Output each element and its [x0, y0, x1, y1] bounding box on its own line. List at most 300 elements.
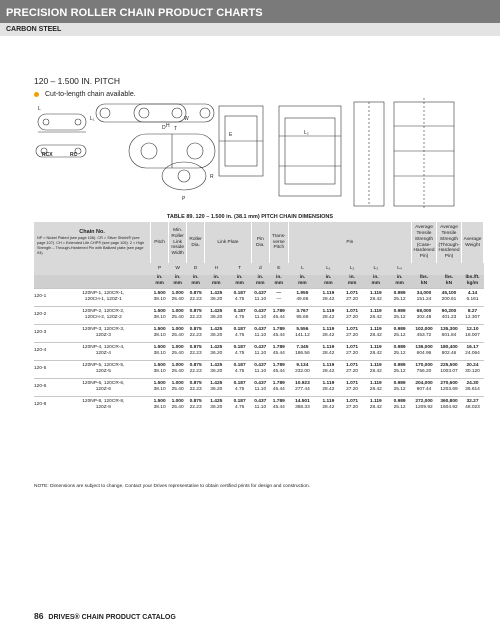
value-in: 1.500	[153, 291, 166, 297]
value-in: 1.119	[322, 363, 335, 369]
unit-cell: in. mm	[187, 275, 205, 288]
value-in: 1.071	[346, 309, 359, 315]
table-row	[34, 396, 484, 414]
value-mm: 36.20	[210, 387, 223, 392]
value-in: 0.437	[254, 327, 267, 333]
value-in: 0.437	[254, 363, 267, 369]
value-mm: 11.10	[254, 369, 267, 374]
value-in: 204,000	[415, 381, 433, 387]
value-cell	[169, 306, 187, 324]
value-mm: 22.23	[189, 315, 202, 320]
value-cell	[228, 288, 251, 306]
value-cell	[462, 324, 484, 342]
chain-elevation-drawing	[129, 134, 215, 168]
pitch-title: 120 – 1.500 IN. PITCH	[34, 76, 120, 86]
value-mm: 38.10	[153, 297, 166, 302]
value-mm: 28.42	[369, 369, 382, 374]
value-in: 1.000	[171, 291, 184, 297]
value-mm: 25.40	[171, 405, 184, 411]
value-cell	[169, 288, 187, 306]
table-row	[34, 360, 484, 378]
value-in: 0.875	[189, 345, 202, 351]
value-mm: 25.40	[171, 333, 184, 338]
value-cell	[364, 396, 388, 414]
value-in: 0.187	[233, 291, 246, 297]
value-in: 1.119	[322, 345, 335, 351]
value-mm: 25.12	[393, 387, 406, 392]
value-cell	[437, 342, 462, 360]
bullet-text: Cut-to-length chain available.	[45, 91, 136, 98]
value-mm: 186.56	[295, 351, 310, 356]
value-cell	[205, 342, 228, 360]
value-in: 135,300	[440, 327, 458, 333]
value-cell	[317, 324, 341, 342]
value-cell	[187, 324, 205, 342]
unit-cell: in. mm	[288, 275, 316, 288]
value-in: 0.437	[254, 291, 267, 297]
value-in: 1.789	[272, 345, 285, 351]
value-mm: 22.23	[189, 351, 202, 356]
value-in: 1.000	[171, 345, 184, 351]
value-cell	[364, 342, 388, 360]
roller-side-drawing	[162, 162, 206, 190]
footer-text: DRIVES® CHAIN PRODUCT CATALOG	[48, 614, 176, 621]
value-cell	[187, 288, 205, 306]
value-mm: 36.614	[465, 387, 480, 392]
value-in: 0.875	[189, 327, 202, 333]
value-in: 1.071	[346, 327, 359, 333]
strand-cell: 120-5	[34, 360, 56, 378]
unit-cell: in. mm	[251, 275, 269, 288]
value-in: 1.789	[272, 381, 285, 387]
value-mm: 28.42	[322, 369, 335, 374]
value-cell	[437, 324, 462, 342]
value-mm: 36.20	[210, 297, 223, 302]
strand-cell: 120-4	[34, 342, 56, 360]
value-mm: 28.42	[369, 297, 382, 302]
value-in: 1.500	[153, 381, 166, 387]
value-mm: 28.42	[322, 297, 335, 302]
value-cell	[169, 360, 187, 378]
value-mm: 756.20	[416, 369, 432, 374]
value-cell	[228, 396, 251, 414]
multistrand-plan-drawings	[219, 98, 454, 210]
value-in: 0.875	[189, 309, 202, 315]
chain-cell: 120NP-3, 120CR-3, 120Z-3	[56, 324, 151, 342]
value-in: 0.187	[233, 345, 246, 351]
value-in: 1.119	[369, 327, 382, 333]
value-in: 90,200	[441, 309, 457, 315]
value-mm: 4.75	[234, 369, 245, 374]
value-mm: 36.20	[210, 333, 223, 338]
strand-cell: 120-3	[34, 324, 56, 342]
value-mm: 25.12	[393, 297, 406, 302]
value-in: 1.119	[369, 345, 382, 351]
value-mm: 25.12	[393, 369, 406, 374]
label-p: P	[182, 196, 186, 202]
value-cell	[412, 288, 437, 306]
sym-h: H	[205, 263, 228, 275]
value-in: 1.071	[346, 381, 359, 387]
value-in: 10.923	[295, 381, 310, 387]
chain-cell: 120NP-4, 120CR-4, 120Z-4	[56, 342, 151, 360]
label-h: H	[166, 123, 170, 129]
sym-l3: L₃	[364, 263, 388, 275]
value-cell	[462, 378, 484, 396]
value-mm: 22.23	[189, 405, 202, 411]
value-cell	[151, 378, 169, 396]
unit-cell: in. mm	[269, 275, 288, 288]
col-pin-dia: Pin Dia.	[251, 222, 269, 263]
value-in: 1.000	[171, 363, 184, 369]
value-in: 1.955	[296, 291, 309, 297]
value-in: —	[276, 291, 282, 297]
value-mm: 601.84	[441, 333, 457, 338]
value-in: 1.119	[322, 327, 335, 333]
value-in: 1.000	[171, 309, 184, 315]
col-pin: Pin	[288, 222, 411, 263]
value-mm: 25.40	[171, 387, 184, 392]
label-l: L	[38, 106, 41, 112]
value-mm: 28.42	[369, 315, 382, 320]
value-mm: 141.12	[295, 333, 310, 338]
value-mm: 45.44	[272, 369, 285, 374]
unit-cell: in. mm	[364, 275, 388, 288]
value-in: 0.875	[189, 363, 202, 369]
value-mm: 604.96	[416, 351, 432, 356]
value-cell	[317, 342, 341, 360]
value-in: 1.425	[210, 291, 223, 297]
value-in: 0.437	[254, 309, 267, 315]
chain-cell: 120NP-5, 120CR-5, 120Z-5	[56, 360, 151, 378]
value-cell	[251, 360, 269, 378]
value-in: 1.425	[210, 327, 223, 333]
label-e: E	[229, 132, 233, 138]
value-mm: 27.20	[346, 297, 359, 302]
value-cell	[269, 306, 288, 324]
value-mm: 36.20	[210, 351, 223, 356]
value-cell	[228, 378, 251, 396]
sym-l: L	[288, 263, 316, 275]
value-cell	[187, 396, 205, 414]
value-cell	[151, 342, 169, 360]
value-mm: 38.10	[153, 369, 166, 374]
value-mm: 45.44	[272, 333, 285, 338]
label-d: D	[162, 125, 166, 131]
value-in: 0.875	[189, 291, 202, 297]
value-cell	[151, 360, 169, 378]
value-cell	[205, 378, 228, 396]
value-in: 1.119	[322, 291, 335, 297]
value-in: 1.000	[171, 399, 184, 405]
value-mm: 49.66	[296, 297, 309, 302]
value-mm: 27.20	[346, 315, 359, 320]
value-mm: 4.75	[234, 351, 245, 356]
value-cell	[205, 306, 228, 324]
value-in: 0.187	[233, 327, 246, 333]
value-in: 0.437	[254, 345, 267, 351]
value-in: 1.425	[210, 309, 223, 315]
value-cell	[364, 306, 388, 324]
value-mm: 45.44	[272, 387, 285, 392]
value-cell	[388, 288, 412, 306]
value-mm: 4.75	[234, 315, 245, 320]
value-in: 0.989	[393, 327, 406, 333]
value-cell	[187, 360, 205, 378]
value-mm: 27.20	[346, 333, 359, 338]
value-cell	[388, 396, 412, 414]
label-w: W	[184, 116, 189, 122]
value-mm: 11.10	[254, 405, 267, 411]
connecting-link-drawing	[38, 114, 86, 132]
label-t: T	[174, 126, 178, 132]
value-mm: 25.12	[393, 405, 406, 411]
value-cell	[151, 306, 169, 324]
value-in: 0.437	[254, 399, 267, 405]
value-cell	[364, 378, 388, 396]
value-cell	[228, 342, 251, 360]
value-cell	[228, 360, 251, 378]
value-cell	[437, 306, 462, 324]
value-mm: 25.40	[171, 369, 184, 374]
chain-cell: 120NP-8, 120CR-8, 120Z-8	[56, 396, 151, 414]
value-in: 1.500	[153, 399, 166, 405]
value-in: 1.119	[322, 381, 335, 387]
page-footer	[34, 611, 176, 621]
value-mm: 4.75	[234, 297, 245, 302]
value-mm: 28.42	[322, 315, 335, 320]
sym-e: E	[269, 263, 288, 275]
value-in: 4.14	[467, 291, 478, 297]
value-in: 1.500	[153, 327, 166, 333]
value-cell	[151, 324, 169, 342]
strand-cell: 120-8	[34, 396, 56, 414]
value-mm: 28.42	[322, 405, 335, 411]
value-in: 12.10	[466, 327, 479, 333]
value-cell	[187, 378, 205, 396]
value-mm: 151.24	[416, 297, 432, 302]
value-mm: 4.75	[234, 333, 245, 338]
value-mm: 11.10	[254, 315, 267, 320]
value-in: 24.30	[466, 381, 479, 387]
value-mm: 25.12	[393, 351, 406, 356]
value-mm: 24.064	[465, 351, 480, 356]
value-cell	[251, 378, 269, 396]
strand-cell: 120-2	[34, 306, 56, 324]
value-cell	[251, 306, 269, 324]
value-mm: 30.120	[465, 369, 480, 374]
table-row	[34, 288, 484, 306]
value-mm: 48.023	[465, 405, 480, 411]
value-cell	[412, 342, 437, 360]
value-mm: 38.10	[153, 333, 166, 338]
unit-cell: in. mm	[151, 275, 169, 288]
value-in: 1.119	[369, 381, 382, 387]
value-in: 1.789	[272, 309, 285, 315]
value-mm: 28.42	[322, 387, 335, 392]
value-mm: 232.00	[295, 369, 310, 374]
label-rcx: RCX	[42, 152, 53, 158]
col-pitch: Pitch	[151, 222, 169, 263]
value-in: 1.119	[369, 309, 382, 315]
value-cell	[388, 360, 412, 378]
value-in: 20.24	[466, 363, 479, 369]
strand-cell: 120-1	[34, 288, 56, 306]
value-mm: 25.12	[393, 333, 406, 338]
value-cell	[251, 324, 269, 342]
value-in: 0.187	[233, 363, 246, 369]
col-tensile-through: Average Tensile Strength (Through-Hardened Pin)	[437, 222, 462, 263]
unit-cell: in. mm	[169, 275, 187, 288]
unit-cell: lbs./ft. kg/m	[462, 275, 484, 288]
value-mm: 12.307	[465, 315, 480, 320]
value-cell	[269, 342, 288, 360]
value-cell	[288, 378, 316, 396]
value-in: 5.556	[296, 327, 309, 333]
value-cell	[169, 324, 187, 342]
value-mm: 25.40	[171, 351, 184, 356]
value-cell	[251, 288, 269, 306]
value-mm: 28.42	[322, 333, 335, 338]
value-cell	[288, 288, 316, 306]
value-cell	[251, 396, 269, 414]
value-in: 270,600	[440, 381, 458, 387]
value-cell	[251, 342, 269, 360]
value-in: 1.071	[346, 399, 359, 405]
value-mm: 27.20	[346, 351, 359, 356]
value-in: 0.437	[254, 381, 267, 387]
value-cell	[205, 360, 228, 378]
value-in: 1.425	[210, 399, 223, 405]
value-cell	[187, 342, 205, 360]
table-row	[34, 324, 484, 342]
value-mm: 45.44	[272, 405, 285, 411]
value-mm: 25.40	[171, 315, 184, 320]
value-mm: 25.12	[393, 315, 406, 320]
label-rc: RC	[70, 152, 78, 158]
value-mm: 22.23	[189, 333, 202, 338]
value-in: 0.989	[393, 399, 406, 405]
col-tensile-case: Average Tensile Strength (Case-Hardened Pin)	[412, 222, 437, 263]
value-cell	[388, 378, 412, 396]
value-cell	[437, 378, 462, 396]
value-cell	[205, 324, 228, 342]
value-cell	[462, 342, 484, 360]
value-cell	[169, 396, 187, 414]
value-mm: 28.42	[369, 405, 382, 411]
value-mm: 22.23	[189, 369, 202, 374]
value-mm: 22.23	[189, 297, 202, 302]
value-in: 1.789	[272, 327, 285, 333]
value-cell	[340, 396, 364, 414]
page-header: PRECISION ROLLER CHAIN PRODUCT CHARTS	[0, 0, 500, 23]
value-mm: 11.10	[254, 297, 267, 302]
value-mm: 1003.07	[440, 369, 458, 374]
value-in: 1.500	[153, 345, 166, 351]
value-in: 0.187	[233, 381, 246, 387]
unit-cell: in. mm	[228, 275, 251, 288]
value-in: 0.989	[393, 345, 406, 351]
value-cell	[340, 324, 364, 342]
value-cell	[437, 360, 462, 378]
value-mm: 1203.69	[440, 387, 458, 392]
value-in: 45,100	[441, 291, 457, 297]
value-cell	[437, 396, 462, 414]
value-cell	[317, 360, 341, 378]
value-in: 1.119	[322, 309, 335, 315]
value-in: 8.27	[467, 309, 478, 315]
value-mm: 802.46	[441, 351, 457, 356]
value-cell	[462, 306, 484, 324]
value-cell	[462, 396, 484, 414]
value-cell	[269, 324, 288, 342]
value-cell	[151, 288, 169, 306]
sym-l2: L₂	[340, 263, 364, 275]
value-cell	[317, 288, 341, 306]
value-mm: 401.23	[441, 315, 457, 320]
unit-cell: in. mm	[205, 275, 228, 288]
value-in: 1.500	[153, 309, 166, 315]
strand-cell: 120-6	[34, 378, 56, 396]
value-in: 16.17	[466, 345, 479, 351]
value-cell	[388, 342, 412, 360]
unit-cell: in. mm	[317, 275, 341, 288]
value-mm: —	[276, 297, 282, 302]
col-avg-weight: Average Weight	[462, 222, 484, 263]
unit-cell: in. mm	[340, 275, 364, 288]
value-mm: 907.44	[416, 387, 432, 392]
value-cell	[151, 396, 169, 414]
value-in: 170,000	[415, 363, 433, 369]
value-mm: 200.61	[441, 297, 457, 302]
value-in: 14.501	[295, 399, 310, 405]
value-in: 32.27	[466, 399, 479, 405]
value-in: 1.071	[346, 363, 359, 369]
value-in: 360,800	[440, 399, 458, 405]
value-cell	[228, 324, 251, 342]
value-mm: 45.44	[272, 315, 285, 320]
value-mm: 36.20	[210, 405, 223, 411]
col-min-roller: Min. Roller Link Inside Width	[169, 222, 187, 263]
value-mm: 45.44	[272, 351, 285, 356]
value-mm: 1604.92	[440, 405, 458, 411]
value-mm: 27.20	[346, 405, 359, 411]
sym-t: T	[228, 263, 251, 275]
value-mm: 302.48	[416, 315, 432, 320]
value-in: 1.425	[210, 345, 223, 351]
value-cell	[412, 324, 437, 342]
value-mm: 22.23	[189, 387, 202, 392]
value-in: 1.000	[171, 327, 184, 333]
unit-cell: lbs. kN	[437, 275, 462, 288]
value-cell	[437, 288, 462, 306]
value-cell	[412, 378, 437, 396]
value-cell	[388, 324, 412, 342]
value-in: 0.187	[233, 399, 246, 405]
value-mm: 38.10	[153, 387, 166, 392]
value-in: 1.789	[272, 363, 285, 369]
value-in: 1.500	[153, 363, 166, 369]
value-in: 3.767	[296, 309, 309, 315]
value-cell	[412, 396, 437, 414]
value-in: 180,400	[440, 345, 458, 351]
section-subheader: CARBON STEEL	[0, 23, 500, 36]
value-cell	[205, 396, 228, 414]
value-mm: 368.33	[295, 405, 310, 411]
value-in: 1.119	[322, 399, 335, 405]
value-cell	[288, 360, 316, 378]
value-mm: 27.20	[346, 387, 359, 392]
